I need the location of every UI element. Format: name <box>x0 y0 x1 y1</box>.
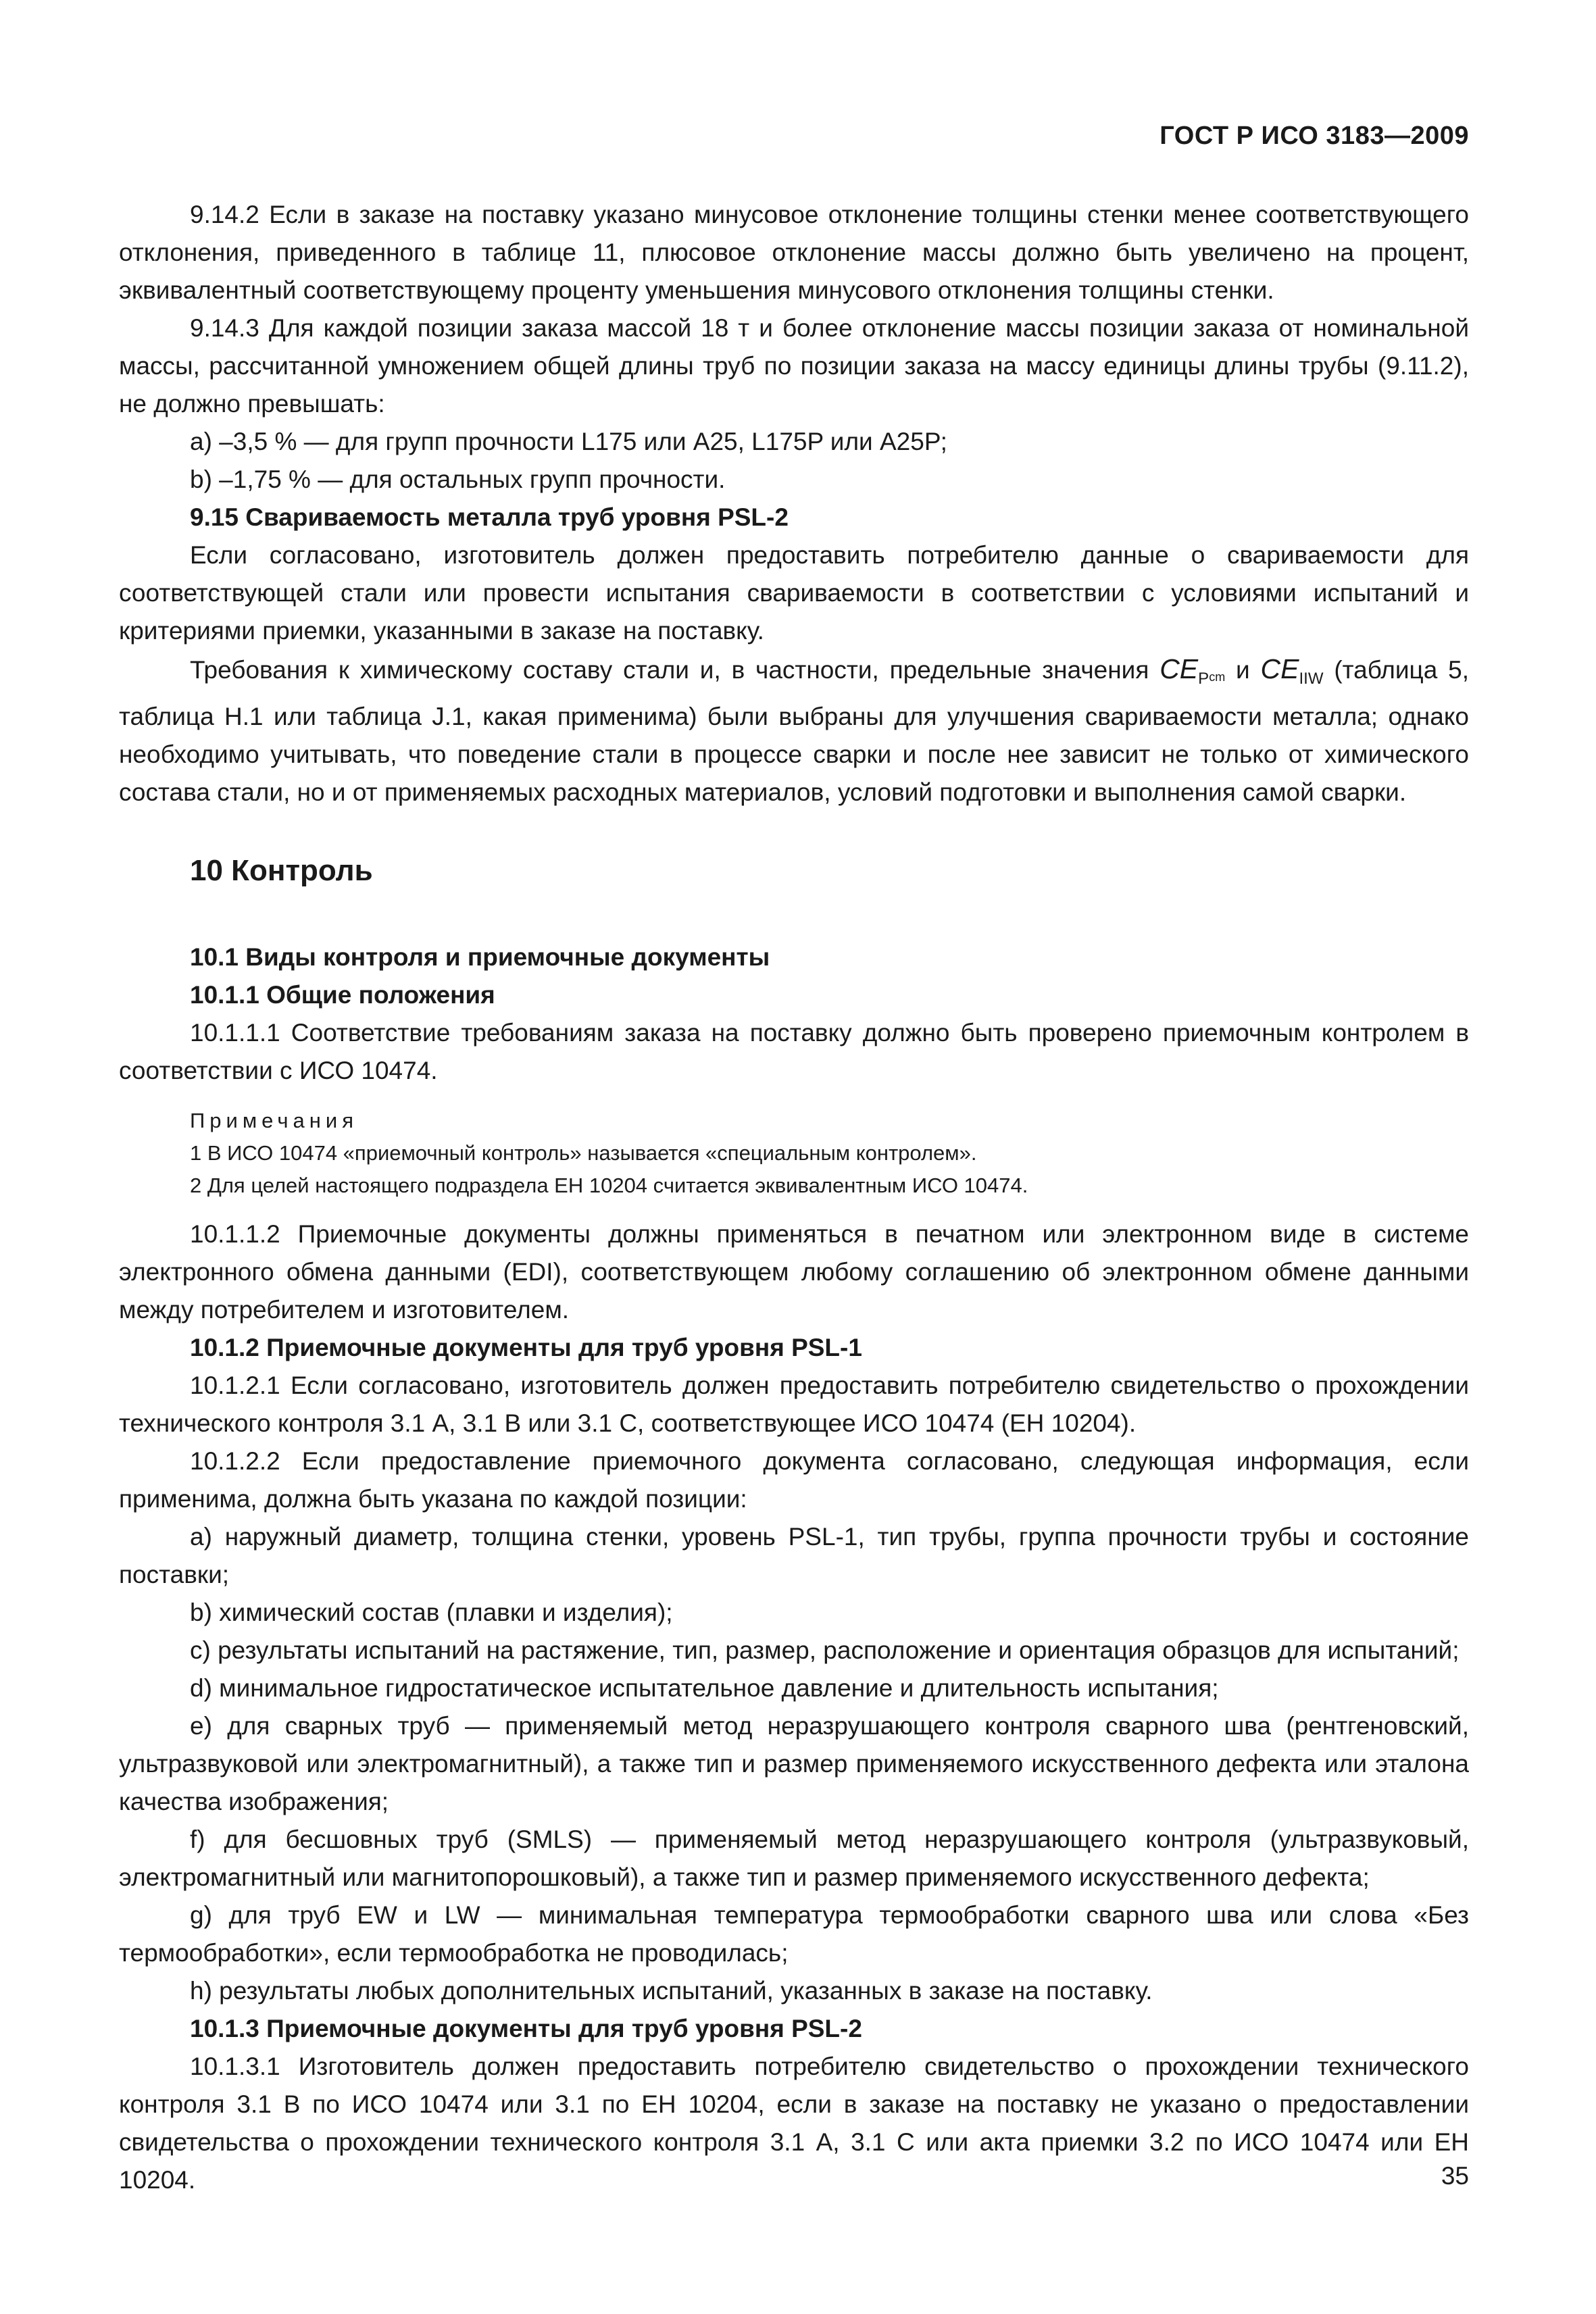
standard-code-header: ГОСТ Р ИСО 3183—2009 <box>1159 122 1469 150</box>
heading-10-1-3: 10.1.3 Приемочные документы для труб уровня PSL-2 <box>190 2015 862 2042</box>
ce-iiw-symbol: CE <box>1260 653 1299 684</box>
document-body <box>119 196 1469 2199</box>
list-item-h: h) результаты любых дополнительных испытаний, указанных в заказе на поставку. <box>190 1977 1153 2005</box>
heading-10-1-1: 10.1.1 Общие положения <box>190 981 495 1009</box>
paragraph-9-15-1: Если согласовано, изготовитель должен предоставить потребителю данные о свариваемости для соответствующей стали или провести испытания свариваемости в соответствии с условиями испытаний и критериями приемки, указанными в заказе на поставку. <box>119 541 1469 645</box>
paragraph-10-1-1-2: 10.1.1.2 Приемочные документы должны применяться в печатном или электронном виде в системе электронного обмена данными (EDI), соответствующем любому соглашению об электронном обмене данными между потребителем и изготовителем. <box>119 1220 1469 1324</box>
note-2: 2 Для целей настоящего подраздела ЕН 10204 считается эквивалентным ИСО 10474. <box>190 1174 1028 1197</box>
heading-10-1: 10.1 Виды контроля и приемочные документы <box>190 943 770 971</box>
notes-block <box>119 1105 1469 1202</box>
paragraph-10-1-1-1: 10.1.1.1 Соответствие требованиям заказа на поставку должно быть проверено приемочным контролем в соответствии с ИСО 10474. <box>119 1019 1469 1084</box>
list-item-a: a) наружный диаметр, толщина стенки, уровень PSL-1, тип трубы, группа прочности трубы и состояние поставки; <box>119 1523 1469 1588</box>
paragraph-10-1-2-1: 10.1.2.1 Если согласовано, изготовитель должен предоставить потребителю свидетельство о прохождении технического контроля 3.1 А, 3.1 В или 3.1 С, соответствующее ИСО 10474 (ЕН 10204). <box>119 1372 1469 1437</box>
list-item-f: f) для бесшовных труб (SMLS) — применяемый метод неразрушающего контроля (ультразвуковый, электромагнитный или магнитопорошковый), а также тип и размер применяемого искусственного дефекта; <box>119 1826 1469 1891</box>
list-item-9-14-3-a: a) –3,5 % — для групп прочности L175 или А25, L175P или А25Р; <box>190 428 947 455</box>
ce-pcm-subscript-p: P <box>1198 670 1210 688</box>
list-item-g: g) для труб EW и LW — минимальная температура термообработки сварного шва или слова «Без термообработки», если термообработка не проводилась; <box>119 1901 1469 1967</box>
ce-iiw-subscript: IIW <box>1299 670 1324 688</box>
list-item-e: e) для сварных труб — применяемый метод неразрушающего контроля сварного шва (рентгеновский, ультразвуковой или электромагнитный), а также тип и размер применяемого искусственного дефекта или эталона качества изображения; <box>119 1712 1469 1815</box>
paragraph-9-15-2 <box>119 650 1469 811</box>
note-1: 1 В ИСО 10474 «приемочный контроль» называется «специальным контролем». <box>190 1141 977 1165</box>
paragraph-9-15-2-end: (таблица 5, таблица Н.1 или таблица J.1, какая применима) были выбраны для улучшения свариваемости металла; однако необходимо учитывать, что поведение стали в процессе сварки и после нее зависит не только от химического состава стали, но и от применяемых расходных материалов, условий подготовки и выполнения самой сварки. <box>119 656 1469 806</box>
list-item-9-14-3-b: b) –1,75 % — для остальных групп прочности. <box>190 466 726 493</box>
ce-pcm-symbol: CE <box>1159 653 1199 684</box>
paragraph-9-15-2-and: и <box>1225 656 1261 684</box>
page-number: 35 <box>1441 2162 1469 2190</box>
list-item-d: d) минимальное гидростатическое испытательное давление и длительность испытания; <box>190 1674 1219 1702</box>
ce-pcm-subscript-cm: cm <box>1209 670 1226 684</box>
heading-10-1-2: 10.1.2 Приемочные документы для труб уровня PSL-1 <box>190 1334 862 1361</box>
heading-section-10: 10 Контроль <box>190 854 373 887</box>
paragraph-9-15-2-start: Требования к химическому составу стали и, в частности, предельные значения <box>190 656 1160 684</box>
heading-9-15: 9.15 Свариваемость металла труб уровня PSL-2 <box>190 503 789 531</box>
paragraph-9-14-3: 9.14.3 Для каждой позиции заказа массой 18 т и более отклонение массы позиции заказа от номинальной массы, рассчитанной умножением общей длины труб по позиции заказа на массу единицы длины трубы (9.11.2), не должно превышать: <box>119 314 1469 418</box>
notes-title: Примечания <box>190 1109 358 1132</box>
list-item-b: b) химический состав (плавки и изделия); <box>190 1599 673 1626</box>
list-item-c: c) результаты испытаний на растяжение, тип, размер, расположение и ориентация образцов для испытаний; <box>190 1636 1460 1664</box>
paragraph-10-1-3-1: 10.1.3.1 Изготовитель должен предоставить потребителю свидетельство о прохождении технического контроля 3.1 В по ИСО 10474 или 3.1 по ЕН 10204, если в заказе на поставку не указано о предоставлении свидетельства о прохождении технического контроля 3.1 А, 3.1 С или акта приемки 3.2 по ИСО 10474 или ЕН 10204. <box>119 2053 1469 2194</box>
paragraph-9-14-2: 9.14.2 Если в заказе на поставку указано минусовое отклонение толщины стенки менее соответствующего отклонения, приведенного в таблице 11, плюсовое отклонение массы должно быть увеличено на процент, эквивалентный соответствующему проценту уменьшения минусового отклонения толщины стенки. <box>119 201 1469 304</box>
paragraph-10-1-2-2: 10.1.2.2 Если предоставление приемочного документа согласовано, следующая информация, если применима, должна быть указана по каждой позиции: <box>119 1447 1469 1513</box>
